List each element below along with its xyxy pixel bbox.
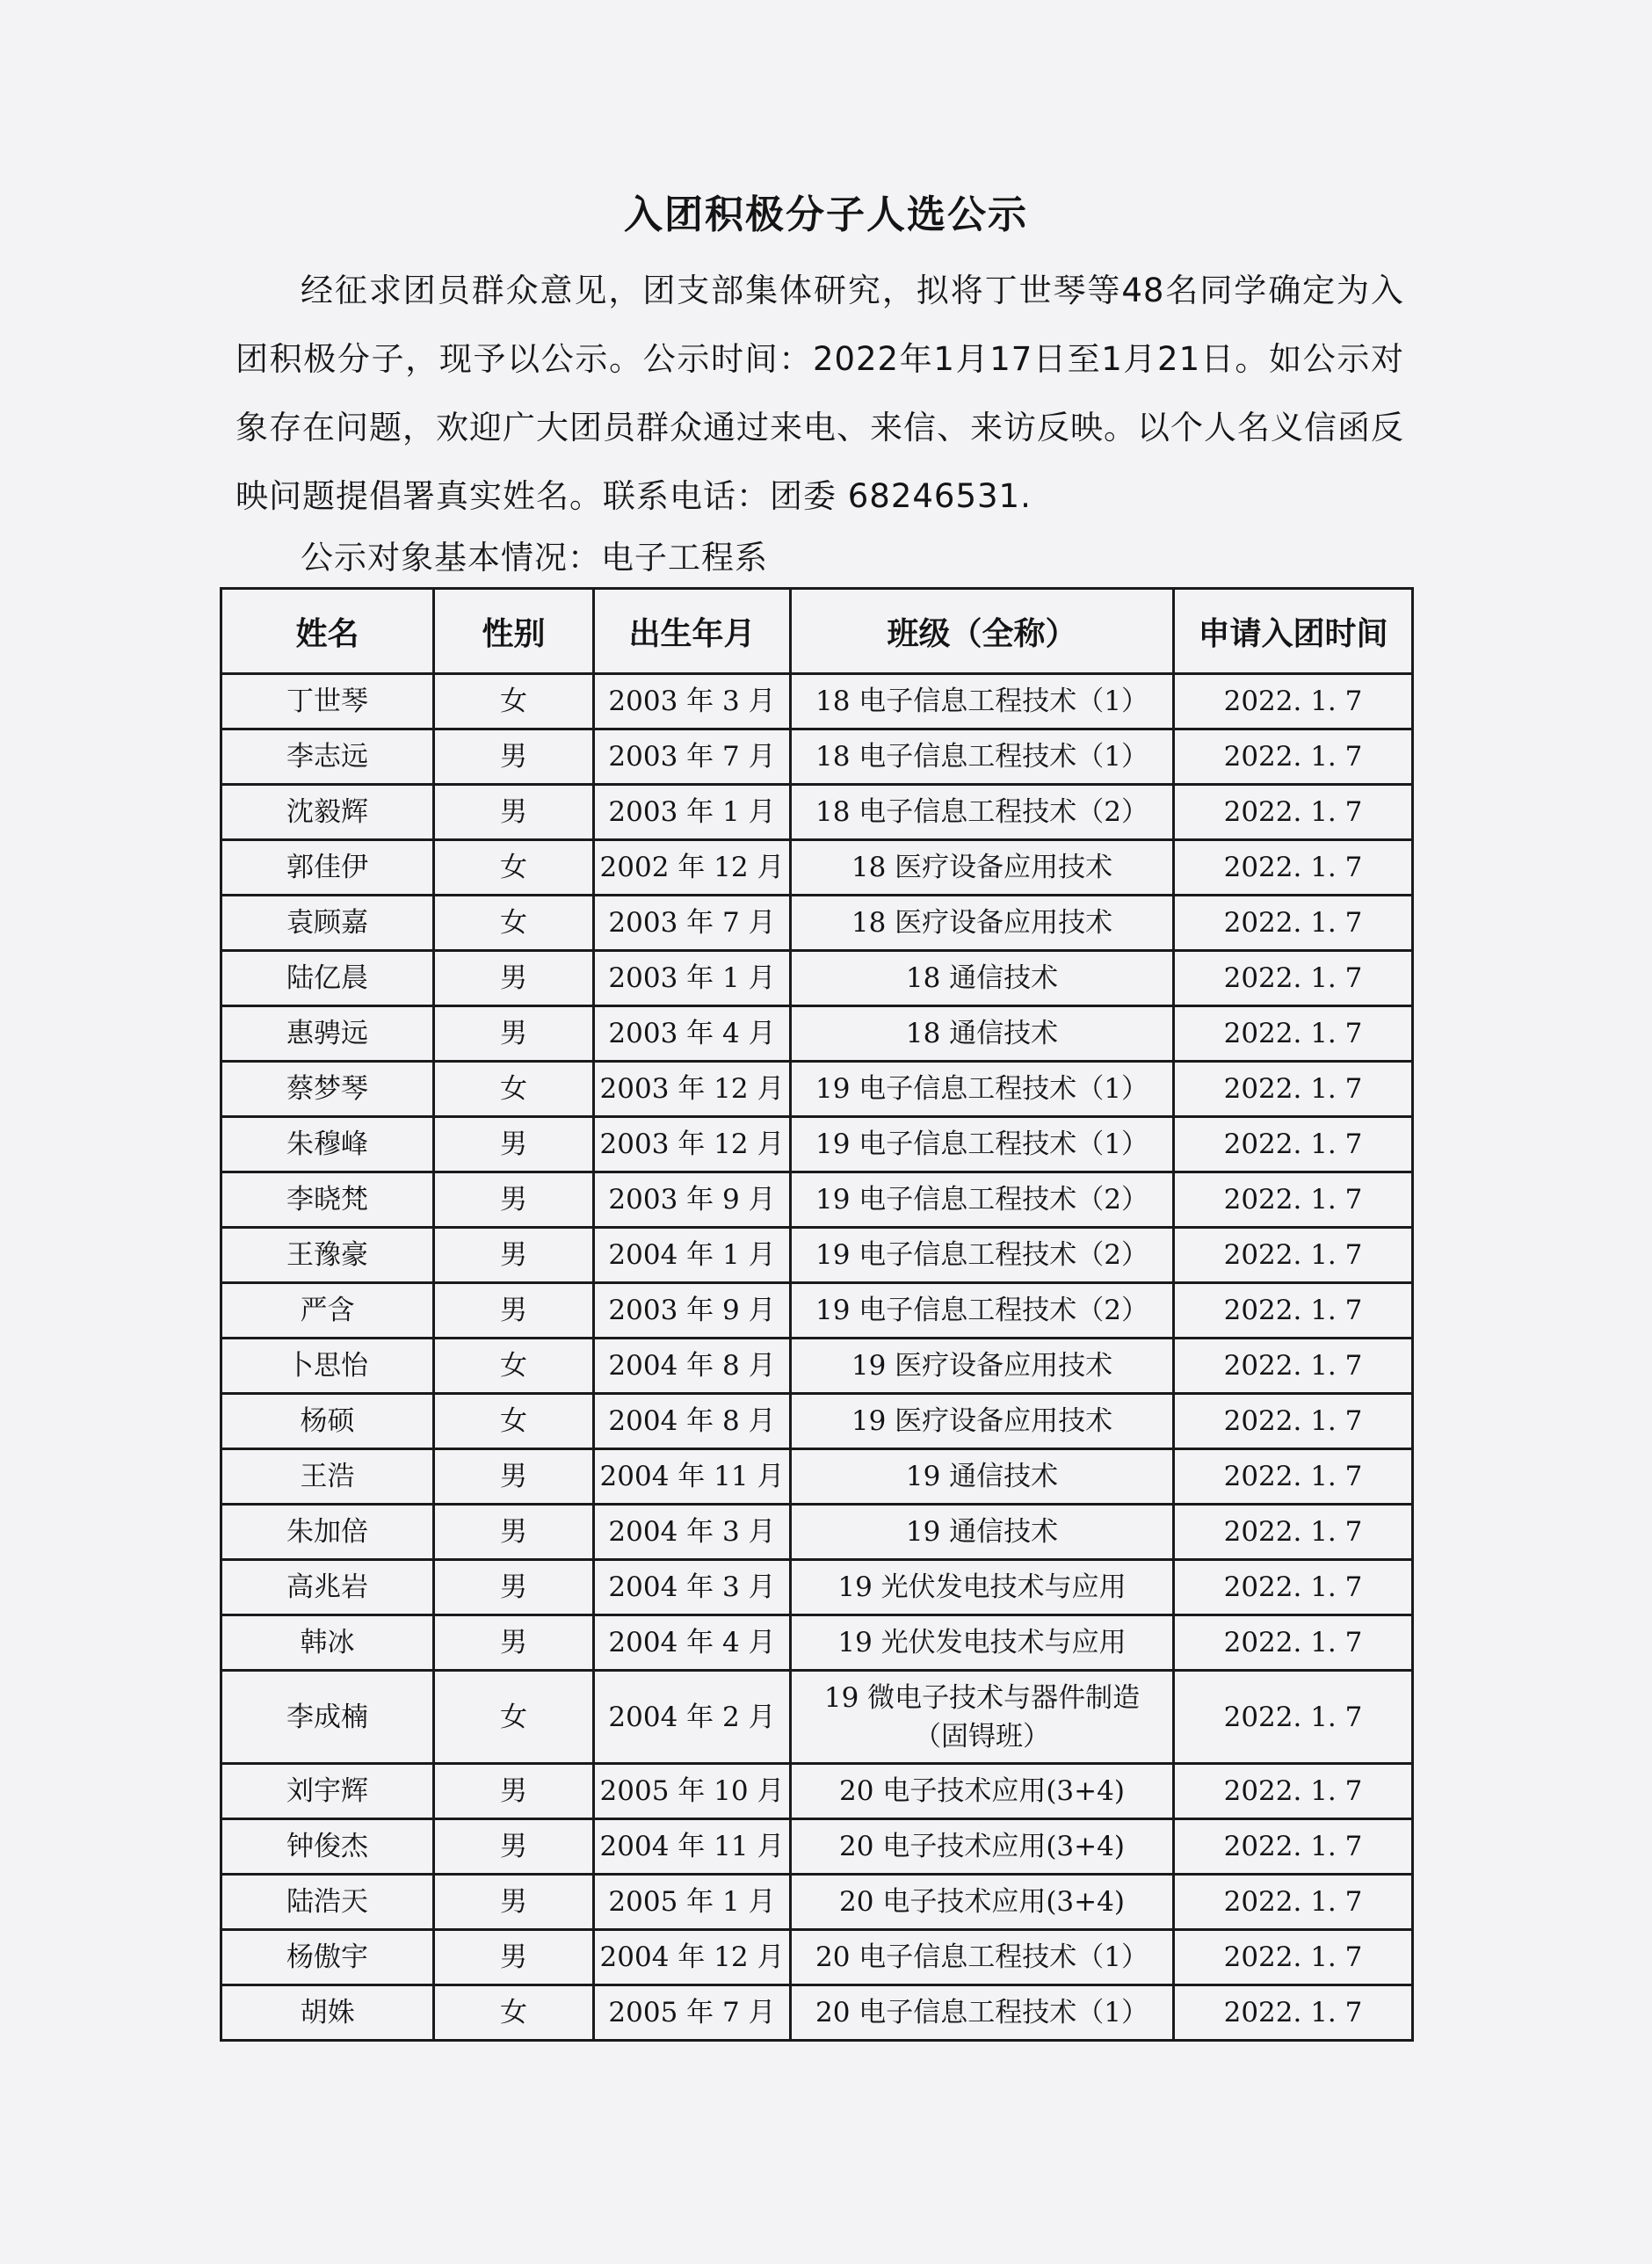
cell-gender: 女 <box>434 1985 594 2041</box>
cell-class <box>791 1394 1174 1449</box>
table-row <box>221 1505 1413 1560</box>
cell-apply-date: 2022. 1. 7 <box>1174 1394 1413 1449</box>
cell-gender: 男 <box>434 1560 594 1615</box>
cell-name: 韩冰 <box>221 1615 434 1671</box>
table-row <box>221 840 1413 896</box>
cell-class <box>791 1172 1174 1228</box>
table-row <box>221 1819 1413 1875</box>
cell-apply-date: 2022. 1. 7 <box>1174 1930 1413 1985</box>
class-name-line: 18 通信技术 <box>905 962 1059 994</box>
cell-gender: 女 <box>434 674 594 729</box>
class-name-line: 20 电子技术应用(3+4) <box>839 1886 1125 1918</box>
cell-apply-date: 2022. 1. 7 <box>1174 1985 1413 2041</box>
cell-birth: 2003 年 4 月 <box>594 1006 791 1062</box>
cell-name: 李成楠 <box>221 1671 434 1764</box>
table-body <box>221 674 1413 2041</box>
cell-class <box>791 1505 1174 1560</box>
cell-apply-date: 2022. 1. 7 <box>1174 896 1413 951</box>
class-name-line: 19 微电子技术与器件制造 <box>823 1681 1141 1714</box>
cell-name: 郭佳伊 <box>221 840 434 896</box>
cell-birth: 2005 年 10 月 <box>594 1764 791 1819</box>
cell-class <box>791 1671 1174 1764</box>
class-name-line: 18 通信技术 <box>905 1018 1059 1049</box>
cell-apply-date: 2022. 1. 7 <box>1174 1228 1413 1283</box>
class-name-line: 19 电子信息工程技术（1） <box>815 1073 1149 1105</box>
cell-gender: 男 <box>434 1228 594 1283</box>
class-name-line: 20 电子信息工程技术（1） <box>815 1997 1149 2028</box>
cell-apply-date: 2022. 1. 7 <box>1174 1062 1413 1117</box>
cell-gender: 女 <box>434 896 594 951</box>
cell-gender: 男 <box>434 1006 594 1062</box>
cell-class <box>791 1930 1174 1985</box>
cell-name: 惠骋远 <box>221 1006 434 1062</box>
table-row <box>221 674 1413 729</box>
table-row <box>221 1930 1413 1985</box>
cell-birth: 2003 年 9 月 <box>594 1172 791 1228</box>
cell-name: 李晓梵 <box>221 1172 434 1228</box>
cell-birth: 2004 年 2 月 <box>594 1671 791 1764</box>
class-name-line: 19 电子信息工程技术（2） <box>815 1184 1149 1215</box>
intro-paragraph: 经征求团员群众意见，团支部集体研究，拟将丁世琴等48名同学确定为入团积极分子，现予以公示。公示时间：2022年1月17日至1月21日。如公示对象存在问题，欢迎广大团员群众通过来电、来信、来访反映。以个人名义信函反映问题提倡署真实姓名。联系电话：团委 68246531. <box>235 272 1404 515</box>
cell-apply-date: 2022. 1. 7 <box>1174 729 1413 785</box>
cell-name: 钟俊杰 <box>221 1819 434 1875</box>
cell-birth: 2002 年 12 月 <box>594 840 791 896</box>
table-header-row <box>221 589 1413 674</box>
table-row <box>221 785 1413 840</box>
cell-class <box>791 1764 1174 1819</box>
cell-birth: 2004 年 4 月 <box>594 1615 791 1671</box>
header-gender: 性别 <box>434 589 594 674</box>
cell-name: 刘宇辉 <box>221 1764 434 1819</box>
table-row <box>221 1615 1413 1671</box>
class-name-line: 19 通信技术 <box>905 1516 1059 1548</box>
class-name-line: 18 医疗设备应用技术 <box>851 907 1113 939</box>
class-name-line: 19 电子信息工程技术（2） <box>815 1295 1149 1326</box>
cell-class <box>791 1449 1174 1505</box>
cell-birth: 2005 年 1 月 <box>594 1875 791 1930</box>
table-row <box>221 1172 1413 1228</box>
cell-gender: 女 <box>434 1671 594 1764</box>
class-name-line: 19 光伏发电技术与应用 <box>837 1571 1127 1603</box>
cell-class <box>791 840 1174 896</box>
cell-apply-date: 2022. 1. 7 <box>1174 1819 1413 1875</box>
cell-name: 朱加倍 <box>221 1505 434 1560</box>
table-row <box>221 1671 1413 1764</box>
cell-name: 杨傲宇 <box>221 1930 434 1985</box>
cell-class <box>791 1875 1174 1930</box>
table-row <box>221 729 1413 785</box>
cell-birth: 2003 年 1 月 <box>594 785 791 840</box>
table-row <box>221 1449 1413 1505</box>
header-apply-date: 申请入团时间 <box>1174 589 1413 674</box>
class-name-line: 18 医疗设备应用技术 <box>851 852 1113 883</box>
cell-gender: 男 <box>434 1764 594 1819</box>
cell-class <box>791 1117 1174 1172</box>
table-row <box>221 1062 1413 1117</box>
cell-gender: 男 <box>434 951 594 1006</box>
cell-name: 丁世琴 <box>221 674 434 729</box>
cell-birth: 2003 年 12 月 <box>594 1117 791 1172</box>
cell-name: 杨硕 <box>221 1394 434 1449</box>
class-name-line: 18 电子信息工程技术（2） <box>815 796 1149 828</box>
cell-gender: 女 <box>434 1394 594 1449</box>
cell-apply-date: 2022. 1. 7 <box>1174 1764 1413 1819</box>
cell-class <box>791 896 1174 951</box>
header-class: 班级（全称） <box>791 589 1174 674</box>
table-row <box>221 1875 1413 1930</box>
document-title: 入团积极分子人选公示 <box>624 192 1028 237</box>
class-name-line: 19 医疗设备应用技术 <box>851 1405 1113 1437</box>
cell-gender: 女 <box>434 1339 594 1394</box>
class-name-line: （固锝班） <box>914 1720 1050 1752</box>
class-name-line: 19 电子信息工程技术（1） <box>815 1128 1149 1160</box>
candidate-table <box>220 587 1414 2042</box>
cell-gender: 男 <box>434 729 594 785</box>
cell-class <box>791 1062 1174 1117</box>
cell-gender: 男 <box>434 1117 594 1172</box>
cell-name: 袁顾嘉 <box>221 896 434 951</box>
class-name-line: 20 电子技术应用(3+4) <box>839 1775 1125 1807</box>
table-row <box>221 1985 1413 2041</box>
cell-class <box>791 1006 1174 1062</box>
cell-name: 胡姝 <box>221 1985 434 2041</box>
table-row <box>221 1339 1413 1394</box>
table-row <box>221 951 1413 1006</box>
cell-gender: 男 <box>434 1449 594 1505</box>
cell-birth: 2003 年 3 月 <box>594 674 791 729</box>
cell-name: 沈毅辉 <box>221 785 434 840</box>
class-name-line: 18 电子信息工程技术（1） <box>815 686 1149 717</box>
table-row <box>221 1006 1413 1062</box>
cell-apply-date: 2022. 1. 7 <box>1174 1117 1413 1172</box>
cell-birth: 2003 年 7 月 <box>594 729 791 785</box>
class-name-line: 19 医疗设备应用技术 <box>851 1350 1113 1382</box>
class-name-line: 19 电子信息工程技术（2） <box>815 1239 1149 1271</box>
cell-class <box>791 785 1174 840</box>
cell-name: 高兆岩 <box>221 1560 434 1615</box>
cell-apply-date: 2022. 1. 7 <box>1174 840 1413 896</box>
cell-apply-date: 2022. 1. 7 <box>1174 1505 1413 1560</box>
cell-apply-date: 2022. 1. 7 <box>1174 1875 1413 1930</box>
cell-class <box>791 1560 1174 1615</box>
cell-gender: 男 <box>434 1930 594 1985</box>
cell-gender: 女 <box>434 1062 594 1117</box>
cell-apply-date: 2022. 1. 7 <box>1174 1671 1413 1764</box>
cell-apply-date: 2022. 1. 7 <box>1174 1615 1413 1671</box>
cell-apply-date: 2022. 1. 7 <box>1174 785 1413 840</box>
table-row <box>221 1283 1413 1339</box>
cell-gender: 男 <box>434 1819 594 1875</box>
cell-birth: 2004 年 12 月 <box>594 1930 791 1985</box>
cell-birth: 2005 年 7 月 <box>594 1985 791 2041</box>
cell-gender: 男 <box>434 1172 594 1228</box>
cell-name: 卜思怡 <box>221 1339 434 1394</box>
cell-apply-date: 2022. 1. 7 <box>1174 1339 1413 1394</box>
cell-class <box>791 1283 1174 1339</box>
cell-class <box>791 729 1174 785</box>
table-row <box>221 896 1413 951</box>
cell-name: 王浩 <box>221 1449 434 1505</box>
cell-name: 王豫豪 <box>221 1228 434 1283</box>
cell-gender: 男 <box>434 1875 594 1930</box>
cell-gender: 男 <box>434 1283 594 1339</box>
cell-gender: 男 <box>434 1505 594 1560</box>
cell-class <box>791 1985 1174 2041</box>
class-name-line: 20 电子技术应用(3+4) <box>839 1831 1125 1862</box>
cell-class <box>791 1339 1174 1394</box>
cell-apply-date: 2022. 1. 7 <box>1174 1449 1413 1505</box>
table-row <box>221 1394 1413 1449</box>
subheading: 公示对象基本情况：电子工程系 <box>301 539 768 577</box>
cell-name: 严含 <box>221 1283 434 1339</box>
cell-name: 蔡梦琴 <box>221 1062 434 1117</box>
cell-birth: 2003 年 1 月 <box>594 951 791 1006</box>
cell-name: 陆浩天 <box>221 1875 434 1930</box>
header-birth: 出生年月 <box>594 589 791 674</box>
cell-birth: 2004 年 1 月 <box>594 1228 791 1283</box>
cell-apply-date: 2022. 1. 7 <box>1174 1560 1413 1615</box>
cell-class <box>791 951 1174 1006</box>
cell-birth: 2003 年 12 月 <box>594 1062 791 1117</box>
cell-class <box>791 1615 1174 1671</box>
cell-gender: 男 <box>434 1615 594 1671</box>
class-name-line: 19 通信技术 <box>905 1461 1059 1492</box>
cell-birth: 2003 年 9 月 <box>594 1283 791 1339</box>
cell-apply-date: 2022. 1. 7 <box>1174 1006 1413 1062</box>
cell-class <box>791 1819 1174 1875</box>
class-name-line: 20 电子信息工程技术（1） <box>815 1941 1149 1973</box>
table-row <box>221 1117 1413 1172</box>
cell-name: 朱穆峰 <box>221 1117 434 1172</box>
cell-birth: 2004 年 11 月 <box>594 1449 791 1505</box>
header-name: 姓名 <box>221 589 434 674</box>
cell-birth: 2004 年 11 月 <box>594 1819 791 1875</box>
cell-apply-date: 2022. 1. 7 <box>1174 1172 1413 1228</box>
class-name-line: 19 光伏发电技术与应用 <box>837 1627 1127 1658</box>
cell-name: 陆亿晨 <box>221 951 434 1006</box>
cell-gender: 男 <box>434 785 594 840</box>
table-row <box>221 1560 1413 1615</box>
class-name-line: 18 电子信息工程技术（1） <box>815 741 1149 773</box>
table-row <box>221 1764 1413 1819</box>
cell-apply-date: 2022. 1. 7 <box>1174 674 1413 729</box>
cell-birth: 2004 年 8 月 <box>594 1394 791 1449</box>
table-row <box>221 1228 1413 1283</box>
cell-birth: 2004 年 8 月 <box>594 1339 791 1394</box>
cell-name: 李志远 <box>221 729 434 785</box>
cell-birth: 2003 年 7 月 <box>594 896 791 951</box>
cell-class <box>791 674 1174 729</box>
cell-birth: 2004 年 3 月 <box>594 1560 791 1615</box>
cell-class <box>791 1228 1174 1283</box>
cell-apply-date: 2022. 1. 7 <box>1174 1283 1413 1339</box>
cell-birth: 2004 年 3 月 <box>594 1505 791 1560</box>
cell-apply-date: 2022. 1. 7 <box>1174 951 1413 1006</box>
cell-gender: 女 <box>434 840 594 896</box>
